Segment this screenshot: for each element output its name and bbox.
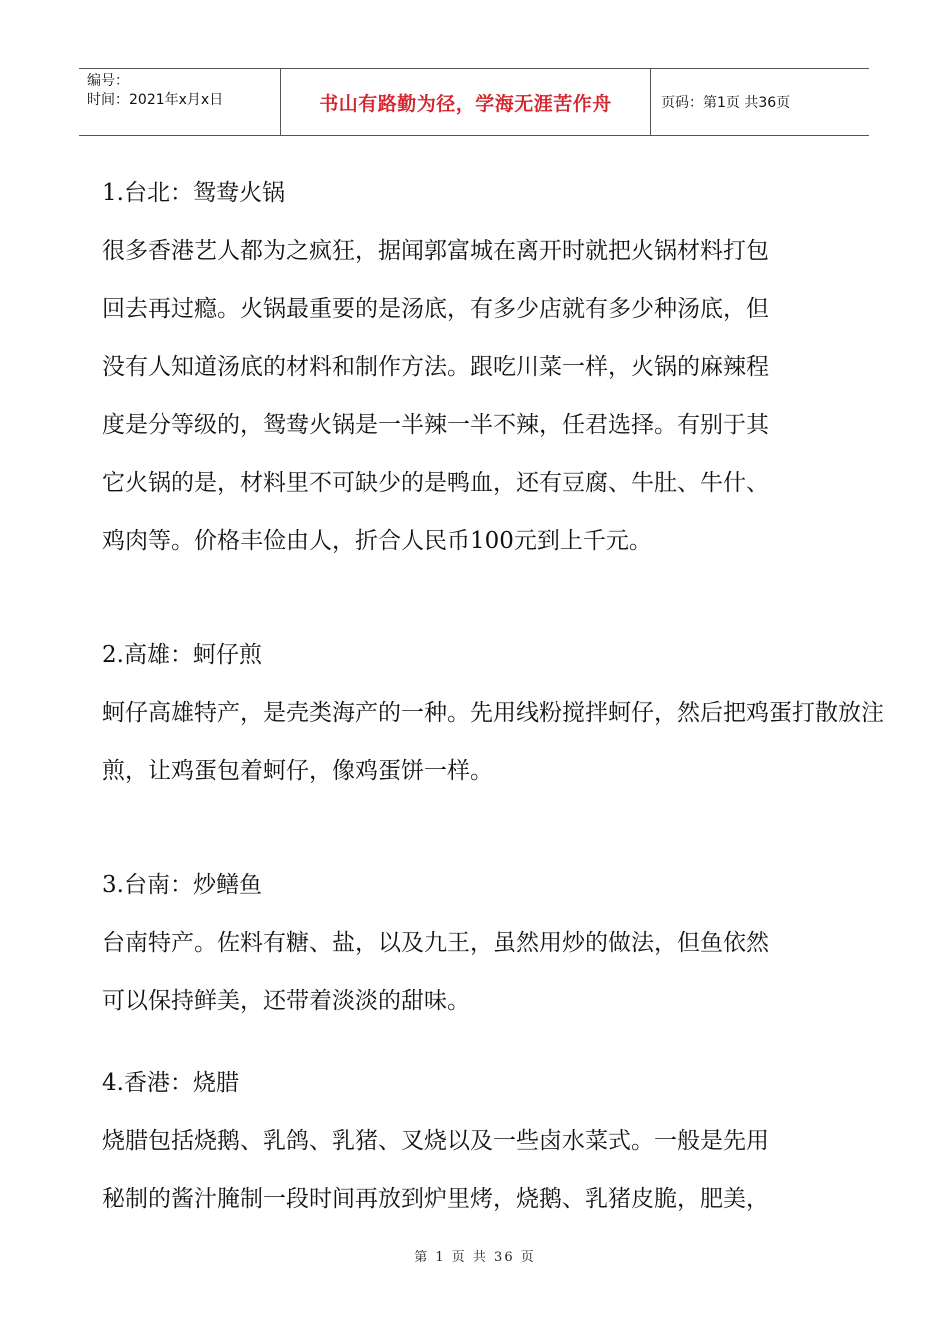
paragraph-line: 煎，让鸡蛋包着蚵仔，像鸡蛋饼一样。 <box>102 758 493 784</box>
paragraph-line: 回去再过瘾。火锅最重要的是汤底，有多少店就有多少种汤底，但 <box>102 296 769 322</box>
document-body <box>102 164 950 1228</box>
section-spacer <box>102 570 950 626</box>
paragraph-line: 度是分等级的，鸳鸯火锅是一半辣一半不辣，任君选择。有别于其 <box>102 412 769 438</box>
paragraph-line: 秘制的酱汁腌制一段时间再放到炉里烤，烧鹅、乳猪皮脆，肥美， <box>102 1186 769 1212</box>
paragraph-line: 很多香港艺人都为之疯狂，据闻郭富城在离开时就把火锅材料打包 <box>102 238 769 264</box>
section-title: 2.高雄：蚵仔煎 <box>102 642 262 668</box>
paragraph-line: 鸡肉等。价格丰俭由人，折合人民币100元到上千元。 <box>102 528 652 554</box>
section-title: 1.台北：鸳鸯火锅 <box>102 180 285 206</box>
paragraph-line: 烧腊包括烧鹅、乳鸽、乳猪、叉烧以及一些卤水菜式。一般是先用 <box>102 1128 769 1154</box>
paragraph-line: 蚵仔高雄特产，是壳类海产的一种。先用线粉搅拌蚵仔，然后把鸡蛋打散放注 <box>102 700 884 726</box>
header-meta <box>79 69 281 135</box>
code-label: 编号： <box>87 73 129 89</box>
header-page-info: 页码：第1页 共36页 <box>661 95 791 111</box>
paragraph-line: 可以保持鲜美，还带着淡淡的甜味。 <box>102 988 470 1014</box>
paragraph-line: 它火锅的是，材料里不可缺少的是鸭血，还有豆腐、牛肚、牛什、 <box>102 470 769 496</box>
header-slogan: 书山有路勤为径，学海无涯苦作舟 <box>281 69 651 135</box>
time-label: 时间：2021年x月x日 <box>87 92 224 108</box>
section-title: 3.台南：炒鳝鱼 <box>102 872 262 898</box>
paragraph-line: 台南特产。佐料有糖、盐，以及九王，虽然用炒的做法，但鱼依然 <box>102 930 769 956</box>
paragraph-line: 没有人知道汤底的材料和制作方法。跟吃川菜一样，火锅的麻辣程 <box>102 354 769 380</box>
page-footer: 第 1 页 共 36 页 <box>414 1250 536 1265</box>
section-title: 4.香港：烧腊 <box>102 1070 239 1096</box>
document-header <box>79 68 869 136</box>
section-spacer <box>102 800 950 856</box>
